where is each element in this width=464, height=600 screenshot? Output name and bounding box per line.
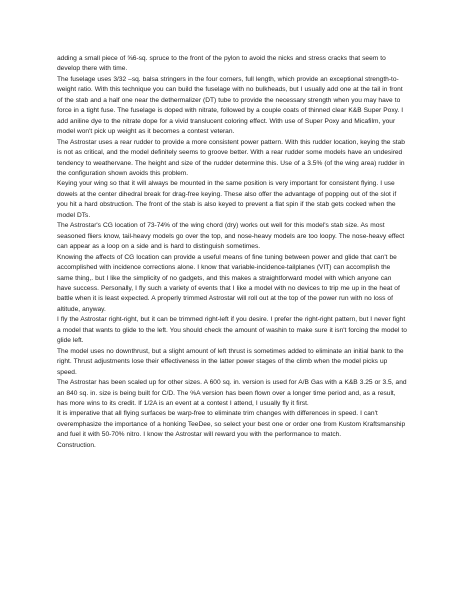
paragraph-scaled-versions: The Astrostar has been scaled up for other sizes. A 600 sq. in. version is used for A/B Gas with a K&B 3.25 or 3.5, and an 840 sq. in. size is being built for C/D. The %A version has been flown over a longer time period and, as a result, has more wins to its credit. If 1/2A is an event at a contest I attend, I usually fly it first. [57, 379, 407, 407]
section-heading-construction: Construction. [57, 441, 96, 449]
paragraph-rudder: The Astrostar uses a rear rudder to provide a more consistent power pattern. With this rudder location, keying the stab is not as critical, and the model definitely seems to groove better. With a rear rudder some models have an undesired tendency to weathervane. The height and size of the rudder determine this. Use of a 3.5% (of the wing area) rudder in the configuration shown avoids this problem. [57, 138, 405, 177]
document-page [57, 54, 407, 451]
paragraph-cg-location: The Astrostar's CG location of 73-74% of the wing chord (dry) works out well for this model's stab size. As most seasoned fliers know, tail-heavy models go over the top, and nose-heavy models are too loopy. The nose-heavy effect can appear as a loop on a side and is hard to distinguish sometimes. [57, 222, 405, 251]
paragraph-wing-keying: Keying your wing so that it will always be mounted in the same position is very important for consistent flying. I use dowels at the center dihedral break for drag-free keying. These also offer the advantage of popping out of the slot if you hit a hard obstruction. The front of the stab is also keyed to prevent a flat spin if the stab gets cocked when the model DTs. [57, 180, 397, 219]
paragraph-warp-free: It is imperative that all flying surfaces be warp-free to eliminate trim changes with differences in speed. I can't overemphasize the importance of a honking TeeDee, so select your best one or order one from Kustom Kraftsmanship and fuel it with 50-70% nitro. I know the Astrostar will reward you with the performance to match. [57, 410, 406, 439]
paragraph-thrust: The model uses no downthrust, but a slight amount of left thrust is sometimes added to eliminate an initial bank to the right. Thrust adjustments lose their effectiveness in the latter power stages of the climb when the model picks up speed. [57, 347, 404, 376]
paragraph-cg-tuning: Knowing the affects of CG location can provide a useful means of fine tuning between power and glide that can't be accomplished with incidence corrections alone. I know that variable-incidence-tailplanes (VIT) can accomplish the same thing,. but I like the simplicity of no gadgets, and this makes a straightforward model with which anyone can have success. Personally, I fly such a variety of events that I like a model with no devices to trip me up in the heat of battle when it is least expected. A properly trimmed Astrostar will roll out at the top of the power run with no loss of altitude, anyway. [57, 253, 400, 313]
paragraph-flight-pattern: I fly the Astrostar right-right, but it can be trimmed right-left if you desire. I prefer the right-right pattern, but I never fight a model that wants to glide to the left. You should check the amount of washin to make sure it isn't forcing the model to glide left. [57, 316, 407, 345]
paragraph-fuselage: The fuselage uses 3/32 –sq. balsa stringers in the four corners, full length, which provide an exceptional strength-to-weight ratio. With this technique you can build the fuselage with no bulkheads, but I usually add one at the tail in front of the stab and a half one near the dethermalizer (DT) tube to provide the necessary strength when you may have to force in a tight fuse. The fuselage is doped with nitrate, followed by a couple coats of thinned clear K&B Super Poxy. I add aniline dye to the nitrate dope for a vivid translucent coloring effect. With use of Super Poxy and Micafilm, your model won't pick up weight as it becomes a contest veteran. [57, 75, 404, 136]
paragraph-pylon: adding a small piece of ⅝6-sq. spruce to the front of the pylon to avoid the nicks and stress cracks that seem to develop there with time. [57, 55, 386, 73]
